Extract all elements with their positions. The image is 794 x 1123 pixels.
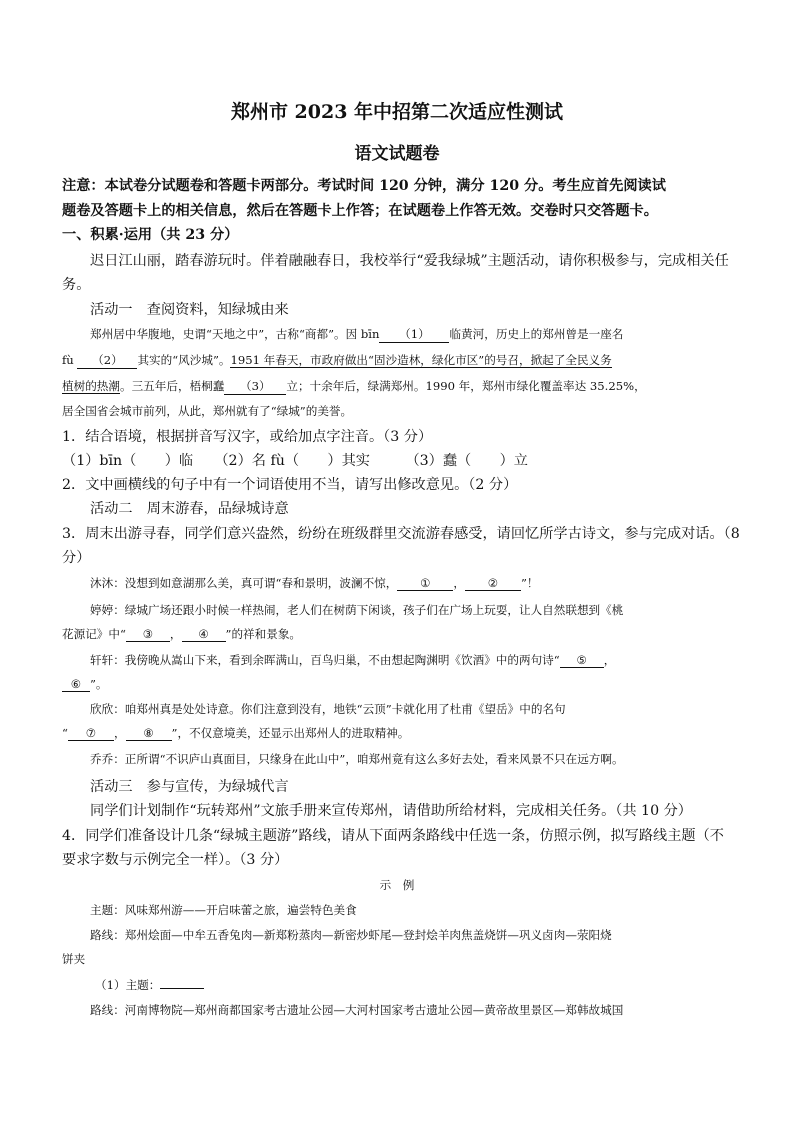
dialog-xinxin-line-2: “ ⑦ ， ⑧ ”，不仅意境美，还显示出郑州人的进取精神。 (62, 726, 410, 740)
passage-line-2: fù （2） 其实的“风沙城”。1951 年春天，市政府做出“固沙造林，绿化市区”的号召，掀起了全民义务 (62, 353, 612, 367)
question-4-line-1: 4．同学们准备设计几条“绿城主题游”路线，请从下面两条路线中任选一条，仿照示例，拟写路线主题（不 (62, 828, 724, 844)
example-route-line-1: 路线：郑州烩面—中牟五香兔肉—新郑粉蒸肉—新密炒虾尾—登封烩羊肉焦盖烧饼—巩义卤肉—荥阳烧 (90, 928, 612, 942)
dialog-tingting-line-1: 婷婷：绿城广场还跟小时候一样热闹，老人们在树荫下闲谈，孩子们在广场上玩耍，让人自然联想到《桃 (90, 603, 624, 617)
question-3-line-1: 3．周末出游寻春，同学们意兴盎然，纷纷在班级群里交流游春感受，请回忆所学古诗文，参与完成对话。（8 (62, 526, 740, 542)
example-route-line-2: 饼夹 (62, 952, 86, 966)
dialog-tingting-line-2: 花源记》中“ ③ ， ④ ”的祥和景象。 (62, 627, 302, 641)
sub-question-1: （1）主题： (95, 977, 204, 993)
activity-2-heading: 活动二 周末游春，品绿城诗意 (90, 501, 289, 517)
dialog-mumu: 沐沐：没想到如意湖那么美，真可谓“春和景明，波澜不惊， ① ， ② ”！ (90, 576, 539, 590)
blank-3: （3） (224, 378, 286, 395)
intro-line-1: 迟日江山丽，踏春游玩时。伴着融融春日，我校举行“爱我绿城”主题活动，请你积极参与，完成相关任 (90, 253, 729, 269)
notice-line-1: 注意：本试卷分试题卷和答题卡两部分。考试时间 120 分钟，满分 120 分。考生应首先阅读试 (62, 178, 666, 194)
blank-1: （1） (379, 326, 449, 343)
passage-line-1: 郑州居中华腹地，史谓“天地之中”，古称“商都”。因 bīn （1） 临黄河，历史上的郑州曾是一座名 (90, 327, 624, 341)
example-theme: 主题：风味郑州游——开启味蕾之旅，遍尝特色美食 (90, 903, 357, 917)
activity-3-text: 同学们计划制作“玩转郑州”文旅手册来宣传郑州，请借助所给材料，完成相关任务。（共 10 分） (90, 803, 692, 819)
activity-3-heading: 活动三 参与宣传，为绿城代言 (90, 779, 289, 795)
dialog-xuanxuan-line-2: ⑥ ”。 (62, 676, 108, 692)
intro-line-2: 务。 (62, 277, 91, 293)
theme-answer-blank[interactable] (160, 988, 204, 989)
notice-line-2: 题卷及答题卡上的相关信息，然后在答题卡上作答；在试题卷上作答无效。交卷时只交答题卡。 (62, 203, 658, 219)
activity-1-heading: 活动一 查阅资料，知绿城由来 (90, 302, 289, 318)
dialog-xinxin-line-1: 欣欣：咱郑州真是处处诗意。你们注意到没有，地铁“云顶”卡就化用了杜甫《望岳》中的名句 (90, 702, 566, 716)
passage-line-3: 植树的热潮。三五年后，梧桐蠢 （3） 立；十余年后，绿满郑州。1990 年，郑州市绿化覆盖率达 35.25%， (62, 379, 646, 393)
question-4-line-2: 要求字数与示例完全一样）。（3 分） (62, 852, 289, 868)
dialog-qiaoqiao: 乔乔：正所谓“不识庐山真面目，只缘身在此山中”，咱郑州竟有这么多好去处，看来风景不只在远方啊。 (90, 752, 624, 766)
question-2: 2．文中画横线的句子中有一个词语使用不当，请写出修改意见。（2 分） (62, 477, 518, 493)
exam-subtitle: 语文试题卷 (354, 144, 440, 164)
dialog-xuanxuan-line-1: 轩轩：我傍晚从嵩山下来，看到余晖满山，百鸟归巢，不由想起陶渊明《饮酒》中的两句诗“ ⑤ ， (90, 653, 616, 667)
passage-line-4: 居全国省会城市前列，从此，郑州就有了“绿城”的美誉。 (62, 404, 353, 418)
question-3-line-2: 分） (62, 550, 91, 566)
section-heading: 一、积累·运用（共 23 分） (62, 227, 239, 243)
underlined-sentence: 1951 年春天，市政府做出“固沙造林，绿化市区”的号召，掀起了全民义务 (230, 353, 612, 367)
blank-2: （2） (77, 352, 137, 369)
question-1: 1．结合语境，根据拼音写汉字，或给加点字注音。（3 分） (62, 429, 433, 445)
exam-title: 郑州市 2023 年中招第二次适应性测试 (230, 101, 564, 123)
sub-question-1-route: 路线：河南博物院—郑州商都国家考古遗址公园—大河村国家考古遗址公园—黄帝故里景区—郑韩故城国 (90, 1003, 624, 1017)
example-heading: 示 例 (379, 878, 415, 892)
question-1-options: （1）bīn（ ）临 （2）名 fù（ ）其实 （3）蠢（ ）立 (62, 453, 528, 469)
